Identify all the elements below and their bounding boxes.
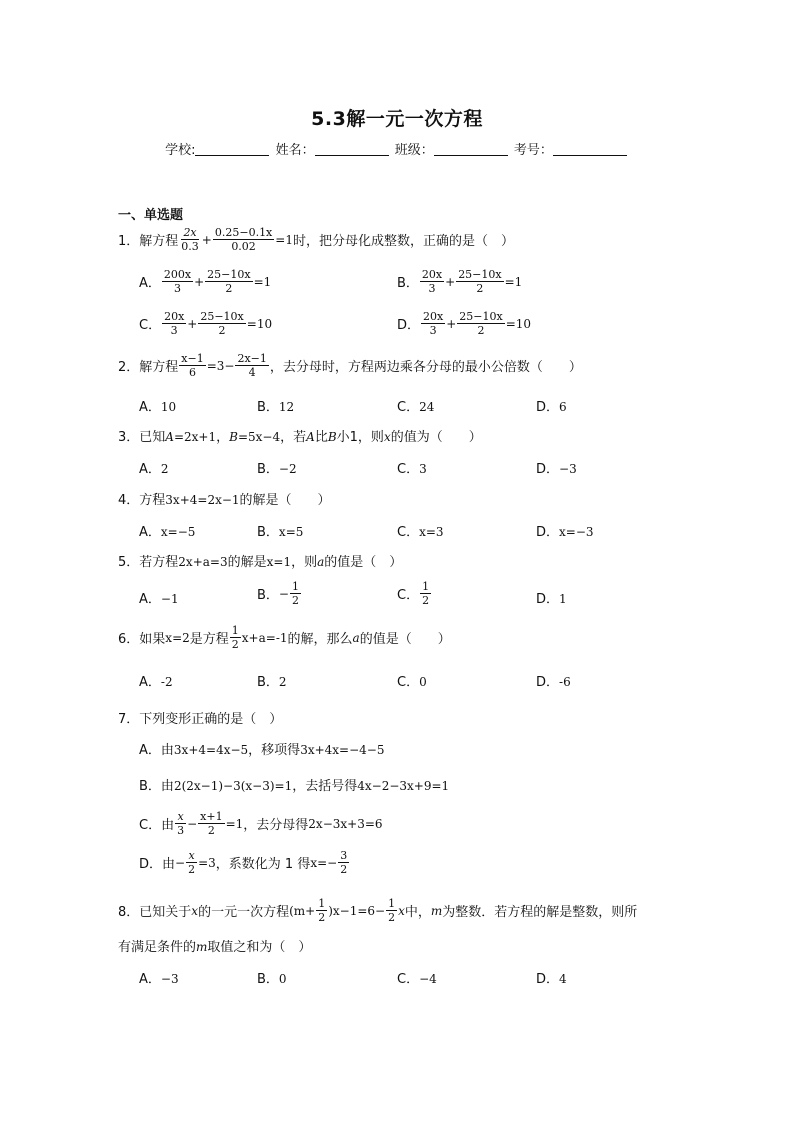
option-a[interactable] bbox=[139, 588, 179, 607]
question-text: 的解，那么 bbox=[287, 632, 353, 647]
question-text: 的值为（ ） bbox=[390, 430, 482, 445]
equation: 3x+4=2x−1 bbox=[165, 493, 240, 507]
option-label: C． bbox=[397, 462, 420, 477]
option-text: 由 bbox=[162, 857, 176, 872]
fraction bbox=[316, 897, 327, 924]
option-a[interactable] bbox=[139, 396, 176, 415]
denominator: 3 bbox=[177, 824, 185, 837]
question-text: 如果 bbox=[139, 632, 166, 647]
numerator: 1 bbox=[291, 580, 299, 593]
name-label: 姓名： bbox=[275, 143, 315, 158]
numerator: 3 bbox=[340, 849, 348, 862]
numerator: 20x bbox=[421, 268, 443, 281]
option-a[interactable] bbox=[139, 739, 384, 758]
option-label: A． bbox=[139, 525, 161, 540]
question-6 bbox=[118, 624, 451, 651]
option-value: x=3 bbox=[419, 525, 444, 539]
question-number: 5． bbox=[118, 555, 140, 570]
option-label: D． bbox=[536, 462, 560, 477]
variable: x bbox=[383, 430, 391, 444]
question-number: 2． bbox=[118, 360, 140, 375]
variable: m bbox=[196, 940, 208, 954]
option-value: 4 bbox=[559, 972, 567, 986]
option-value: x=5 bbox=[278, 525, 304, 539]
variable: a bbox=[317, 555, 325, 569]
fraction bbox=[179, 352, 205, 379]
fraction bbox=[290, 580, 301, 607]
option-a[interactable] bbox=[139, 268, 271, 295]
equation: (m+ bbox=[289, 903, 316, 918]
option-a[interactable] bbox=[139, 458, 169, 477]
numerator: x bbox=[188, 849, 195, 862]
option-b[interactable] bbox=[257, 580, 302, 607]
question-text: 是方程 bbox=[189, 632, 229, 647]
variable: A bbox=[165, 430, 174, 444]
equation: )x−1=6− bbox=[328, 903, 386, 918]
option-b[interactable] bbox=[139, 775, 449, 794]
fraction bbox=[213, 226, 274, 253]
variable: B bbox=[229, 430, 238, 444]
option-b[interactable] bbox=[257, 671, 287, 690]
option-label: D． bbox=[139, 857, 163, 872]
fraction bbox=[205, 268, 252, 295]
denominator: 3 bbox=[170, 324, 178, 337]
variable: A bbox=[306, 430, 315, 444]
denominator: 2 bbox=[188, 863, 196, 876]
option-label: B． bbox=[139, 779, 161, 794]
equation-rhs: =1 bbox=[275, 232, 293, 247]
option-a[interactable] bbox=[139, 968, 179, 987]
class-label: 班级： bbox=[394, 143, 434, 158]
option-b[interactable] bbox=[257, 458, 297, 477]
option-a[interactable] bbox=[139, 671, 173, 690]
fraction bbox=[338, 849, 349, 876]
fraction bbox=[386, 897, 397, 924]
question-3 bbox=[118, 426, 482, 445]
equation: 2x+a=3 bbox=[178, 555, 228, 569]
fraction bbox=[186, 849, 197, 876]
question-text: 已知关于 bbox=[139, 905, 192, 920]
option-label: B． bbox=[397, 276, 419, 291]
option-d[interactable] bbox=[536, 521, 594, 540]
question-text: ，去分母时，方程两边乘各分母的最小公倍数（ ） bbox=[269, 360, 582, 375]
numerator: 25−10x bbox=[207, 268, 251, 281]
option-a[interactable] bbox=[139, 521, 195, 540]
option-label: A． bbox=[139, 276, 161, 291]
question-text: 解方程 bbox=[139, 360, 179, 375]
option-label: D． bbox=[536, 400, 560, 415]
option-label: C． bbox=[397, 588, 420, 603]
exam-no-label: 考号： bbox=[513, 143, 553, 158]
option-b[interactable] bbox=[257, 521, 303, 540]
option-label: C． bbox=[139, 318, 162, 333]
option-label: B． bbox=[257, 972, 279, 987]
option-value: 1 bbox=[559, 592, 567, 606]
equation: =2x+1 bbox=[173, 430, 217, 444]
option-value: 24 bbox=[419, 400, 435, 414]
question-text: 有满足条件的 bbox=[118, 940, 197, 955]
option-label: C． bbox=[397, 400, 420, 415]
option-text: ，去括号得 bbox=[292, 779, 358, 794]
equation-rhs: =1 bbox=[253, 274, 272, 289]
option-d[interactable] bbox=[397, 310, 531, 337]
question-text: ，则 bbox=[291, 555, 318, 570]
numerator: 20x bbox=[423, 310, 444, 323]
numerator: 2x−1 bbox=[237, 352, 267, 365]
numerator: x bbox=[177, 810, 184, 823]
question-text: 方程 bbox=[139, 493, 166, 508]
variable: x bbox=[398, 903, 405, 918]
option-label: C． bbox=[397, 525, 420, 540]
question-text: 取值之和为（ ） bbox=[207, 940, 312, 955]
option-text: ，去分母得 bbox=[243, 818, 309, 833]
equation: 2x−3x+3=6 bbox=[308, 816, 383, 831]
equation: x=2 bbox=[165, 630, 190, 645]
option-value: 0 bbox=[278, 972, 287, 986]
question-number: 3． bbox=[118, 430, 140, 445]
operator: + bbox=[194, 274, 205, 289]
operator: + bbox=[201, 232, 212, 247]
equation-middle: =3− bbox=[206, 358, 235, 373]
numerator: 200x bbox=[163, 268, 192, 281]
fraction bbox=[179, 226, 201, 253]
equation-rhs: =10 bbox=[505, 316, 532, 331]
denominator: 0.3 bbox=[181, 240, 199, 253]
denominator: 2 bbox=[291, 594, 299, 607]
option-value: 10 bbox=[160, 400, 177, 414]
denominator: 2 bbox=[225, 282, 233, 295]
option-value: x=−3 bbox=[559, 525, 594, 539]
option-text: 由 bbox=[160, 743, 174, 758]
question-text: 的值是（ ） bbox=[359, 632, 451, 647]
sign: − bbox=[278, 586, 289, 601]
denominator: 3 bbox=[174, 282, 181, 295]
question-text: 解方程 bbox=[139, 234, 179, 249]
option-c[interactable] bbox=[139, 310, 272, 337]
option-label: B． bbox=[257, 400, 279, 415]
option-b[interactable] bbox=[257, 396, 294, 415]
equation: x=− bbox=[310, 855, 338, 870]
variable: a bbox=[352, 630, 360, 645]
school-label: 学校: bbox=[165, 143, 196, 158]
equation: x=1 bbox=[266, 555, 292, 569]
denominator: 2 bbox=[477, 324, 485, 337]
numerator: 20x bbox=[164, 310, 185, 323]
option-c[interactable] bbox=[139, 810, 383, 837]
question-text: 小1，则 bbox=[336, 430, 384, 445]
fraction bbox=[235, 352, 268, 379]
numerator: 1 bbox=[422, 580, 430, 593]
option-label: B． bbox=[257, 675, 279, 690]
school-blank bbox=[195, 143, 269, 156]
question-text: 为整数．若方程的解是整数，则所 bbox=[442, 905, 638, 920]
option-label: A． bbox=[139, 462, 161, 477]
option-label: D． bbox=[536, 525, 560, 540]
option-label: B． bbox=[257, 462, 279, 477]
option-value: x=−5 bbox=[160, 525, 196, 539]
variable: m bbox=[430, 903, 443, 918]
numerator: 25−10x bbox=[458, 268, 502, 281]
option-value: −1 bbox=[160, 592, 179, 606]
fraction bbox=[162, 268, 193, 295]
denominator: 2 bbox=[476, 282, 484, 295]
numerator: x+1 bbox=[200, 810, 223, 823]
sign: − bbox=[175, 855, 186, 870]
option-label: C． bbox=[397, 972, 420, 987]
fraction bbox=[456, 268, 503, 295]
question-text: 下列变形正确的是（ ） bbox=[139, 712, 283, 727]
fraction bbox=[230, 624, 241, 651]
option-value: −3 bbox=[559, 462, 577, 476]
denominator: 2 bbox=[207, 824, 215, 837]
equation-rhs: =3 bbox=[198, 855, 216, 870]
question-7 bbox=[118, 708, 282, 727]
question-4 bbox=[118, 489, 331, 508]
question-text: 的解是 bbox=[227, 555, 267, 570]
page-title: 5.3解一元一次方程 bbox=[311, 108, 483, 130]
question-text: 时，把分母化成整数，正确的是（ ） bbox=[292, 234, 514, 249]
fraction bbox=[175, 810, 186, 837]
question-text: 的值是（ ） bbox=[324, 555, 403, 570]
question-text: 已知 bbox=[139, 430, 166, 445]
numerator: 2x bbox=[183, 226, 197, 239]
option-c[interactable] bbox=[397, 968, 437, 987]
option-value: -2 bbox=[160, 675, 173, 689]
denominator: 2 bbox=[231, 638, 239, 651]
numerator: 0.25−0.1x bbox=[214, 226, 273, 239]
option-text: 由 bbox=[161, 818, 175, 833]
variable: B bbox=[327, 430, 337, 444]
operator: + bbox=[445, 274, 456, 289]
class-blank bbox=[434, 143, 508, 156]
denominator: 4 bbox=[248, 366, 256, 379]
option-d[interactable] bbox=[536, 588, 567, 607]
fraction bbox=[198, 310, 245, 337]
denominator: 2 bbox=[422, 594, 430, 607]
student-info-line bbox=[0, 139, 794, 158]
question-text: ，若 bbox=[280, 430, 307, 445]
option-c[interactable] bbox=[397, 396, 434, 415]
denominator: 2 bbox=[218, 324, 226, 337]
question-number: 6． bbox=[118, 632, 140, 647]
equation-rhs: =1 bbox=[225, 816, 244, 831]
question-number: 8． bbox=[118, 905, 140, 920]
numerator: x−1 bbox=[181, 352, 204, 365]
denominator: 3 bbox=[429, 324, 437, 337]
numerator: 1 bbox=[318, 897, 326, 910]
question-5 bbox=[118, 551, 402, 570]
option-label: A． bbox=[139, 400, 161, 415]
equation-rhs: =10 bbox=[246, 316, 273, 331]
option-b[interactable] bbox=[397, 268, 522, 295]
option-b[interactable] bbox=[257, 968, 287, 987]
equation: 2(2x−1)−3(x−3)=1 bbox=[173, 779, 293, 793]
option-label: D． bbox=[536, 972, 560, 987]
option-value: 0 bbox=[419, 675, 427, 689]
option-d[interactable] bbox=[536, 968, 567, 987]
option-value: 2 bbox=[160, 462, 169, 476]
fraction bbox=[198, 810, 224, 837]
option-d[interactable] bbox=[536, 396, 567, 415]
equation-rhs: =1 bbox=[504, 274, 523, 289]
option-label: C． bbox=[397, 675, 420, 690]
option-value: −2 bbox=[278, 462, 297, 476]
option-text: ，移项得 bbox=[248, 743, 301, 758]
option-value: 6 bbox=[559, 400, 567, 414]
option-d[interactable] bbox=[139, 849, 350, 876]
option-label: B． bbox=[257, 588, 279, 603]
question-number: 4． bbox=[118, 493, 140, 508]
denominator: 2 bbox=[388, 911, 396, 924]
option-label: A． bbox=[139, 972, 161, 987]
numerator: 1 bbox=[388, 897, 396, 910]
operator: + bbox=[187, 316, 198, 331]
option-label: B． bbox=[257, 525, 279, 540]
question-text: 比 bbox=[314, 430, 328, 445]
question-text: 的一元一次方程 bbox=[198, 905, 290, 920]
option-d[interactable] bbox=[536, 458, 577, 477]
fraction bbox=[420, 268, 444, 295]
option-c[interactable] bbox=[397, 458, 427, 477]
option-text: 由 bbox=[160, 779, 174, 794]
exam-no-blank bbox=[553, 143, 627, 156]
option-value: −4 bbox=[419, 972, 437, 986]
numerator: 25−10x bbox=[459, 310, 503, 323]
denominator: 2 bbox=[340, 863, 348, 876]
option-c[interactable] bbox=[397, 580, 432, 607]
section-title: 一、单选题 bbox=[118, 208, 184, 223]
fraction bbox=[162, 310, 186, 337]
operator: + bbox=[446, 316, 457, 331]
denominator: 6 bbox=[189, 366, 196, 379]
denominator: 2 bbox=[318, 911, 326, 924]
option-value: 12 bbox=[278, 400, 295, 414]
question-text: 中， bbox=[404, 905, 431, 920]
option-value: 3 bbox=[419, 462, 427, 476]
option-label: C． bbox=[139, 818, 162, 833]
option-label: D． bbox=[536, 592, 560, 607]
question-8 bbox=[118, 897, 637, 924]
question-number: 7． bbox=[118, 712, 140, 727]
question-text: 的解是（ ） bbox=[239, 493, 331, 508]
option-label: D． bbox=[536, 675, 560, 690]
question-text: 若方程 bbox=[139, 555, 179, 570]
option-label: D． bbox=[397, 318, 421, 333]
option-label: A． bbox=[139, 743, 161, 758]
option-text: ，系数化为 1 得 bbox=[215, 857, 311, 872]
equation: =5x−4 bbox=[237, 430, 281, 444]
question-text: ， bbox=[216, 430, 230, 445]
option-c[interactable] bbox=[397, 671, 427, 690]
operator: − bbox=[187, 816, 198, 831]
equation: 3x+4=4x−5 bbox=[173, 743, 249, 757]
equation: x+a=-1 bbox=[241, 630, 288, 645]
fraction bbox=[457, 310, 504, 337]
fraction bbox=[421, 310, 445, 337]
option-d[interactable] bbox=[536, 671, 571, 690]
denominator: 3 bbox=[428, 282, 436, 295]
question-8-line2 bbox=[118, 936, 311, 955]
option-c[interactable] bbox=[397, 521, 444, 540]
fraction bbox=[420, 580, 431, 607]
equation: 3x+4x=−4−5 bbox=[300, 743, 385, 757]
numerator: 1 bbox=[231, 624, 239, 637]
variable: x bbox=[191, 903, 199, 918]
question-2 bbox=[118, 352, 582, 379]
numerator: 25−10x bbox=[200, 310, 244, 323]
equation: 4x−2−3x+9=1 bbox=[357, 779, 450, 793]
question-number: 1． bbox=[118, 234, 140, 249]
option-label: A． bbox=[139, 592, 161, 607]
question-1 bbox=[118, 226, 514, 253]
name-blank bbox=[315, 143, 389, 156]
denominator: 0.02 bbox=[231, 240, 256, 253]
option-value: -6 bbox=[559, 675, 571, 689]
option-value: 2 bbox=[278, 675, 287, 689]
option-value: −3 bbox=[160, 972, 179, 986]
option-label: A． bbox=[139, 675, 161, 690]
